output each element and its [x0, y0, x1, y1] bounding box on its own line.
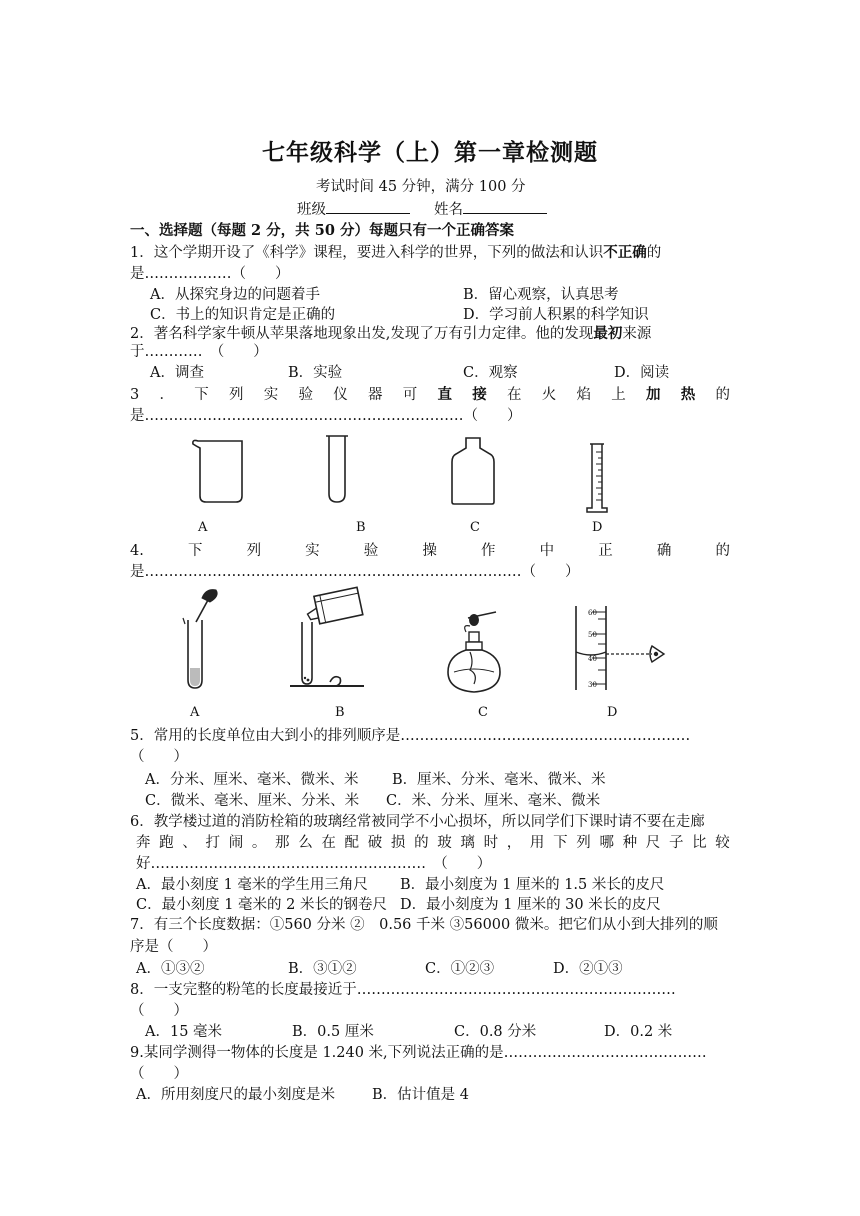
- q3-char: 可: [402, 387, 418, 403]
- q5-option-c[interactable]: C．微米、毫米、厘米、分米、米: [145, 793, 360, 809]
- q2-stem-text: 2．著名科学家牛顿从苹果落地现象出发,发现了万有引力定律。他的发现: [130, 326, 594, 342]
- section1-heading: 一、选择题（每题 2 分，共 50 分）每题只有一个正确答案: [130, 222, 514, 239]
- q3-char-emphasis: 加: [645, 386, 661, 403]
- q4-char: 操: [422, 543, 437, 559]
- q5-stem: 5．常用的长度单位由大到小的排列顺序是……………………………………………………: [130, 728, 691, 744]
- q9-stem-line2: （ ）: [130, 1066, 188, 1082]
- q6-char: 那: [275, 835, 290, 851]
- q3-char: 下: [194, 387, 209, 403]
- scale-label: 60: [588, 609, 597, 617]
- q6-char: 玻: [437, 835, 452, 851]
- q3-char: 实: [263, 387, 279, 403]
- q7-option-a[interactable]: A．①③②: [136, 961, 205, 977]
- q1-stem-line2: 是………………（ ）: [130, 266, 290, 282]
- name-blank[interactable]: [463, 199, 547, 214]
- q3-label-a: A: [198, 520, 208, 535]
- q6-char: 奔: [136, 835, 151, 851]
- q4-label-c: C: [478, 705, 488, 720]
- q4-char: 实: [305, 543, 320, 559]
- q3-char: 的: [715, 387, 730, 403]
- q7-option-b[interactable]: B．③①②: [288, 961, 357, 977]
- q6-option-d[interactable]: D．最小刻度为 1 厘米的 30 米长的皮尺: [400, 897, 661, 913]
- name-field: [434, 199, 547, 220]
- scale-label: 50: [588, 631, 597, 639]
- class-label: 班级: [297, 202, 326, 218]
- q4-char: 正: [598, 543, 613, 559]
- q1-stem-tail: 的: [646, 245, 662, 261]
- alcohol-lamp-icon: [444, 612, 506, 698]
- q6-char: 哪: [599, 835, 614, 851]
- graduated-cylinder-icon: [584, 440, 610, 514]
- q3-char: 在: [506, 387, 522, 403]
- q6-char: 配: [344, 835, 360, 851]
- q3-char: 仪: [333, 387, 348, 403]
- pouring-liquid-icon: [286, 586, 370, 690]
- q3-char: 火: [541, 387, 557, 403]
- q2-stem-tail: 来源: [622, 326, 652, 342]
- q3-label-b: B: [356, 520, 366, 535]
- q4-label-a: A: [190, 705, 200, 720]
- q8-option-d[interactable]: D．0.2 米: [604, 1024, 673, 1040]
- q5-option-b[interactable]: B．厘米、分米、毫米、微米、米: [392, 772, 606, 788]
- q3-char-emphasis: 热: [680, 386, 696, 403]
- q6-stem: 6．教学楼过道的消防栓箱的玻璃经常被同学不小心损坏，所以同学们下课时请不要在走廊: [130, 814, 705, 830]
- cylinder-reading-icon: [566, 604, 670, 694]
- q3-stem: [130, 385, 730, 405]
- q9-option-b[interactable]: B．估计值是 4: [372, 1087, 469, 1103]
- q6-char: 列: [576, 835, 591, 851]
- name-label: 姓名: [434, 202, 463, 218]
- q4-char: 确: [656, 543, 672, 559]
- q2-option-d[interactable]: D．阅读: [614, 365, 670, 381]
- q9-option-a[interactable]: A．所用刻度尺的最小刻度是米: [136, 1087, 335, 1103]
- q1-option-a[interactable]: A．从探究身边的问题着手: [150, 287, 320, 303]
- q6-char: 比: [692, 835, 707, 851]
- q8-stem: 8．一支完整的粉笔的长度最接近于…………………………………………………………: [130, 982, 676, 998]
- q6-char: 种: [622, 835, 638, 851]
- q5-option-a[interactable]: A．分米、厘米、毫米、微米、米: [145, 772, 359, 788]
- q6-char: 用: [529, 835, 545, 851]
- q6-char: 下: [553, 835, 568, 851]
- q3-char-emphasis: 直: [437, 386, 452, 403]
- q1-stem-emphasis: 不正确: [603, 244, 647, 261]
- q6-option-c[interactable]: C．最小刻度 1 毫米的 2 米长的钢卷尺: [136, 897, 387, 913]
- beaker-icon: [190, 436, 250, 506]
- q3-label-d: D: [592, 520, 603, 535]
- q1-option-b[interactable]: B．留心观察，认真思考: [463, 287, 619, 303]
- q6-char: 子: [668, 835, 684, 851]
- q3-char-emphasis: 接: [472, 386, 487, 403]
- q6-char: 。: [251, 835, 267, 851]
- q2-option-b[interactable]: B．实验: [288, 365, 343, 381]
- q4-char: 中: [539, 543, 555, 559]
- q3-char: 列: [228, 387, 244, 403]
- test-tube-icon: [322, 434, 352, 506]
- q7-option-d[interactable]: D．②①③: [553, 961, 623, 977]
- q6-option-a[interactable]: A．最小刻度 1 毫米的学生用三角尺: [136, 877, 368, 893]
- q5-stem-line2: （ ）: [130, 749, 188, 765]
- q4-char: 验: [363, 543, 379, 559]
- exam-info: 考试时间 45 分钟，满分 100 分: [316, 179, 526, 195]
- q6-char: 尺: [645, 835, 661, 851]
- q2-stem: [130, 324, 651, 344]
- q2-stem-emphasis: 最初: [593, 325, 623, 342]
- q6-char: 的: [414, 835, 429, 851]
- q3-char: 上: [611, 387, 626, 403]
- q3-char: 验: [298, 387, 313, 403]
- q6-stem-line3: 好………………………………………………… （ ）: [136, 856, 492, 872]
- q2-option-c[interactable]: C．观察: [463, 365, 518, 381]
- q4-label-b: B: [335, 705, 345, 720]
- q3-label-c: C: [470, 520, 480, 535]
- q3-char: 器: [367, 387, 383, 403]
- q7-stem-line2: 序是（ ）: [130, 939, 217, 955]
- scale-label: 30: [588, 681, 597, 689]
- q6-char: 在: [321, 835, 336, 851]
- q6-option-b[interactable]: B．最小刻度为 1 厘米的 1.5 米长的皮尺: [400, 877, 665, 893]
- q6-char: 破: [367, 835, 383, 851]
- q6-char: 损: [390, 835, 406, 851]
- class-field: [297, 199, 410, 220]
- q8-option-a[interactable]: A．15 毫米: [145, 1024, 223, 1040]
- q1-stem-text: 1．这个学期开设了《科学》课程，要进入科学的世界，下列的做法和认识: [130, 245, 604, 261]
- q7-stem: 7．有三个长度数据：①560 分米 ② 0.56 千米 ③56000 微米。把它们从小到大排列的顺: [130, 917, 718, 933]
- q5-option-d[interactable]: C．米、分米、厘米、毫米、微米: [386, 793, 601, 809]
- q1-option-c[interactable]: C．书上的知识肯定是正确的: [150, 307, 336, 323]
- scale-label: 40: [588, 655, 597, 663]
- q6-char: 璃: [460, 835, 475, 851]
- q8-option-c[interactable]: C．0.8 分米: [454, 1024, 537, 1040]
- q8-option-b[interactable]: B．0.5 厘米: [292, 1024, 374, 1040]
- q6-char: 闹: [228, 835, 244, 851]
- q6-stem-line2: [136, 833, 730, 853]
- reagent-bottle-icon: [450, 436, 496, 508]
- q2-stem-line2: 于………… （ ）: [130, 344, 268, 360]
- q6-char: 较: [715, 835, 730, 851]
- dropper-test-tube-icon: [180, 586, 222, 692]
- q4-char: 作: [481, 543, 496, 559]
- q4-stem: [130, 541, 730, 561]
- q4-char: 4.: [130, 543, 144, 559]
- page-title: 七年级科学（上）第一章检测题: [262, 139, 598, 166]
- q3-stem-line2: 是…………………………………………………………（ ）: [130, 408, 522, 424]
- q4-stem-line2: 是……………………………………………………………………（ ）: [130, 564, 580, 580]
- q6-char: 么: [298, 835, 313, 851]
- q6-char: 时: [483, 835, 499, 851]
- class-blank[interactable]: [326, 199, 410, 214]
- q3-char: ．: [159, 387, 174, 403]
- q1-option-d[interactable]: D．学习前人积累的科学知识: [463, 307, 649, 323]
- q6-char: 打: [205, 835, 221, 851]
- q2-option-a[interactable]: A．调查: [150, 365, 204, 381]
- q6-char: ，: [506, 835, 522, 851]
- q7-option-c[interactable]: C．①②③: [425, 961, 495, 977]
- q4-char: 列: [246, 543, 262, 559]
- q4-char: 下: [187, 543, 203, 559]
- q6-char: 跑: [159, 835, 174, 851]
- q6-char: 、: [182, 835, 197, 851]
- q4-char: 的: [715, 543, 730, 559]
- q3-char: 3: [130, 387, 140, 403]
- q4-label-d: D: [607, 705, 618, 720]
- q9-stem: 9.某同学测得一物体的长度是 1.240 米,下列说法正确的是……………………………………: [130, 1045, 707, 1061]
- q3-char: 焰: [576, 387, 591, 403]
- q1-stem: [130, 243, 661, 263]
- q8-stem-line2: （ ）: [130, 1003, 188, 1019]
